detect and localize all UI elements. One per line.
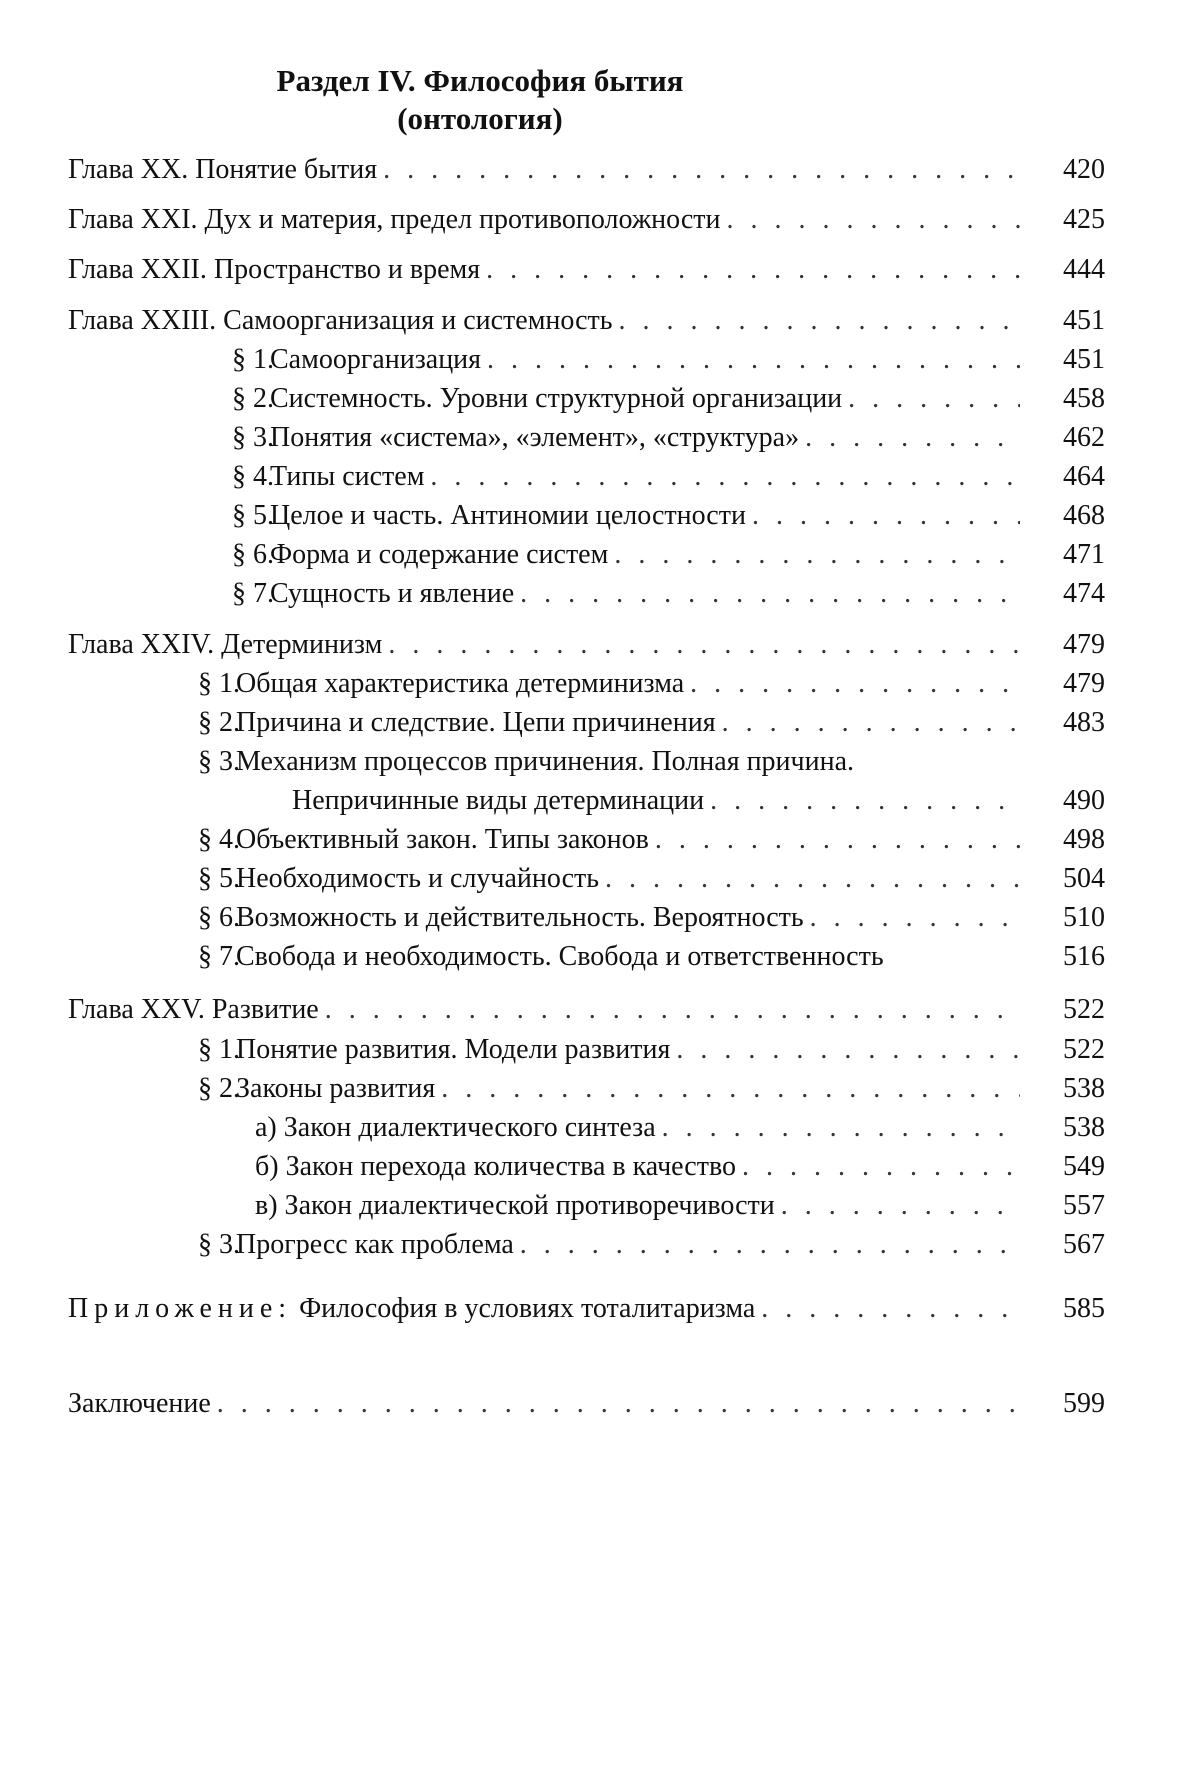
- toc-entry-conclusion[interactable]: [0, 1386, 1200, 1422]
- entry-label: Прогресс как проблема: [236, 1229, 514, 1260]
- entry-label: Глава XXIV. Детерминизм: [68, 629, 383, 660]
- page-number: 471: [1063, 539, 1105, 570]
- dot-leader: [684, 666, 1020, 702]
- toc-entry-chapter-23[interactable]: [0, 303, 1200, 339]
- dot-leader: [424, 459, 1020, 495]
- page-number: 458: [1063, 383, 1105, 414]
- dot-leader: [656, 1110, 1020, 1146]
- entry-label: Типы систем: [270, 461, 425, 492]
- section-number: § 3.: [198, 746, 240, 777]
- toc-entry-ch24-s4[interactable]: [0, 822, 1200, 858]
- page-number: 451: [1063, 305, 1105, 336]
- toc-entry-ch25-law-c[interactable]: [0, 1188, 1200, 1224]
- page-number: 567: [1063, 1229, 1105, 1260]
- entry-label: Возможность и действительность. Вероятность: [236, 902, 804, 933]
- entry-label: Самоорганизация: [270, 344, 482, 375]
- page-number: 510: [1063, 902, 1105, 933]
- entry-label: Понятия «система», «элемент», «структура»: [270, 422, 800, 453]
- entry-label: Системность. Уровни структурной организации: [270, 383, 843, 414]
- section-number: § 1.: [198, 1034, 240, 1065]
- page-number: 479: [1063, 629, 1105, 660]
- dot-leader: [435, 1071, 1020, 1107]
- section-number: § 6.: [198, 902, 240, 933]
- dot-leader: [746, 498, 1020, 534]
- dot-leader: [514, 576, 1020, 612]
- entry-label: Необходимость и случайность: [236, 863, 600, 894]
- toc-entry-ch24-s2[interactable]: [0, 705, 1200, 741]
- entry-label: Философия в условиях тоталитаризма: [299, 1293, 756, 1324]
- dot-leader: [480, 252, 1020, 288]
- dot-leader: [716, 705, 1020, 741]
- page-number: 479: [1063, 668, 1105, 699]
- dot-leader: [613, 303, 1020, 339]
- section-number: § 3.: [232, 422, 274, 453]
- toc-entry-ch24-s1[interactable]: [0, 666, 1200, 702]
- entry-label: Форма и содержание систем: [270, 539, 609, 570]
- page-number: 538: [1063, 1073, 1105, 1104]
- page-number: 504: [1063, 863, 1105, 894]
- page-number: 585: [1063, 1293, 1105, 1324]
- toc-entry-ch25-s3[interactable]: [0, 1227, 1200, 1263]
- section-number: § 7.: [232, 578, 274, 609]
- entry-label: Общая характеристика детерминизма: [236, 668, 685, 699]
- section-number: § 5.: [198, 863, 240, 894]
- entry-label: в) Закон диалектической противоречивости: [255, 1190, 775, 1221]
- section-title-line1: Раздел IV. Философия бытия: [276, 63, 684, 98]
- toc-entry-ch25-law-b[interactable]: [0, 1149, 1200, 1185]
- toc-entry-ch24-s3[interactable]: [0, 744, 1200, 780]
- toc-entry-ch23-s4[interactable]: [0, 459, 1200, 495]
- dot-leader: [377, 152, 1020, 188]
- page-number: 462: [1063, 422, 1105, 453]
- dot-leader: [382, 627, 1020, 663]
- dot-leader: [319, 992, 1020, 1028]
- dot-leader: [211, 1386, 1020, 1422]
- toc-entry-ch23-s2[interactable]: [0, 381, 1200, 417]
- toc-entry-ch24-s7[interactable]: [0, 939, 1200, 975]
- section-number: § 3.: [198, 1229, 240, 1260]
- toc-entry-chapter-20[interactable]: [0, 152, 1200, 188]
- entry-label: Причина и следствие. Цепи причинения: [236, 707, 716, 738]
- section-number: § 5.: [232, 500, 274, 531]
- entry-label: а) Закон диалектического синтеза: [255, 1112, 656, 1143]
- dot-leader: [736, 1149, 1020, 1185]
- section-number: § 4.: [198, 824, 240, 855]
- page-number: 468: [1063, 500, 1105, 531]
- section-number: § 2.: [198, 1073, 240, 1104]
- dot-leader: [755, 1291, 1020, 1327]
- entry-label: Заключение: [68, 1388, 211, 1419]
- dot-leader: [799, 420, 1020, 456]
- toc-entry-ch23-s3[interactable]: [0, 420, 1200, 456]
- entry-label: Законы развития: [236, 1073, 436, 1104]
- section-number: § 1.: [232, 344, 274, 375]
- dot-leader: [608, 537, 1020, 573]
- page-number: 522: [1063, 994, 1105, 1025]
- entry-label: Глава XXII. Пространство и время: [68, 254, 481, 285]
- page-number: 425: [1063, 204, 1105, 235]
- page-number: 464: [1063, 461, 1105, 492]
- entry-label: Целое и часть. Антиномии целостности: [270, 500, 746, 531]
- page-number: 522: [1063, 1034, 1105, 1065]
- entry-label: Сущность и явление: [270, 578, 515, 609]
- section-title-line2: (онтология): [397, 101, 563, 136]
- entry-label: Глава XXV. Развитие: [68, 994, 319, 1025]
- page-number: 444: [1063, 254, 1105, 285]
- dot-leader: [481, 342, 1020, 378]
- section-number: § 2.: [232, 383, 274, 414]
- section-number: § 1.: [198, 668, 240, 699]
- section-number: § 4.: [232, 461, 274, 492]
- entry-label: Понятие развития. Модели развития: [236, 1034, 671, 1065]
- toc-entry-ch23-s6[interactable]: [0, 537, 1200, 573]
- page-number: 490: [1063, 785, 1105, 816]
- dot-leader: [704, 783, 1020, 819]
- entry-label: Глава XXI. Дух и материя, предел противоположности: [68, 204, 721, 235]
- page-number: 474: [1063, 578, 1105, 609]
- dot-leader: [842, 381, 1020, 417]
- toc-entry-ch25-law-a[interactable]: [0, 1110, 1200, 1146]
- page-number: 498: [1063, 824, 1105, 855]
- page-number: 516: [1063, 941, 1105, 972]
- toc-entry-chapter-22[interactable]: [0, 252, 1200, 288]
- page-number: 538: [1063, 1112, 1105, 1143]
- entry-label: б) Закон перехода количества в качество: [255, 1151, 736, 1182]
- toc-entry-ch23-s1[interactable]: [0, 342, 1200, 378]
- toc-entry-chapter-25[interactable]: [0, 992, 1200, 1028]
- entry-label-continued: Непричинные виды детерминации: [292, 785, 705, 816]
- entry-label: Глава XXIII. Самоорганизация и системность: [68, 305, 613, 336]
- page-number: 557: [1063, 1190, 1105, 1221]
- dot-leader: [721, 202, 1021, 238]
- page-number: 420: [1063, 154, 1105, 185]
- appendix-label: Приложение:: [68, 1293, 293, 1324]
- toc-entry-ch23-s5[interactable]: [0, 498, 1200, 534]
- toc-entry-ch24-s5[interactable]: [0, 861, 1200, 897]
- section-number: § 7.: [198, 941, 240, 972]
- page-number: 451: [1063, 344, 1105, 375]
- entry-label: Свобода и необходимость. Свобода и ответственность: [236, 941, 884, 972]
- toc-entry-ch24-s6[interactable]: [0, 900, 1200, 936]
- entry-label: Механизм процессов причинения. Полная причина.: [236, 746, 855, 777]
- dot-leader: [514, 1227, 1020, 1263]
- toc-entry-appendix[interactable]: [0, 1291, 1200, 1327]
- section-number: § 6.: [232, 539, 274, 570]
- section-number: § 2.: [198, 707, 240, 738]
- dot-leader: [670, 1032, 1020, 1068]
- toc-entry-ch23-s7[interactable]: [0, 576, 1200, 612]
- entry-label: Глава XX. Понятие бытия: [68, 154, 378, 185]
- dot-leader: [599, 861, 1020, 897]
- toc-entry-ch24-s3-cont[interactable]: [0, 783, 1200, 819]
- dot-leader: [775, 1188, 1020, 1224]
- toc-entry-chapter-24[interactable]: [0, 627, 1200, 663]
- toc-entry-ch25-s1[interactable]: [0, 1032, 1200, 1068]
- page-number: 599: [1063, 1388, 1105, 1419]
- page-number: 549: [1063, 1151, 1105, 1182]
- dot-leader: [804, 900, 1020, 936]
- entry-label: Объективный закон. Типы законов: [236, 824, 649, 855]
- toc-entry-ch25-s2[interactable]: [0, 1071, 1200, 1107]
- page-number: 483: [1063, 707, 1105, 738]
- toc-entry-chapter-21[interactable]: [0, 202, 1200, 238]
- dot-leader: [649, 822, 1020, 858]
